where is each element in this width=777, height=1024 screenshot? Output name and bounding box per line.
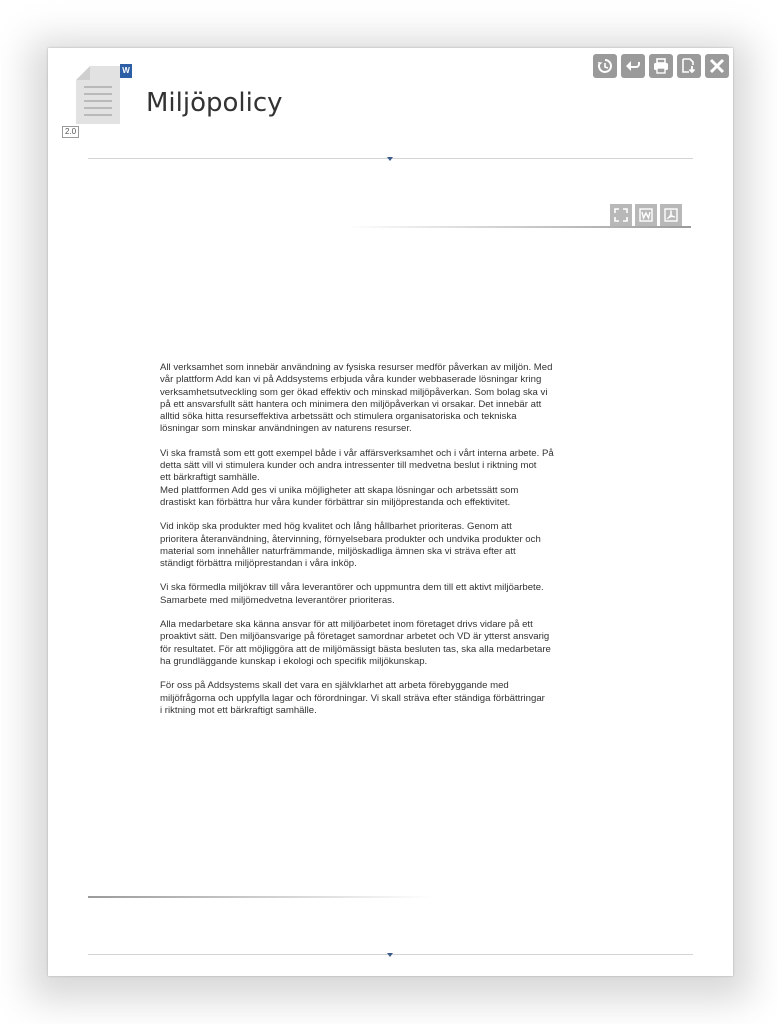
- back-icon: [624, 57, 642, 75]
- section-rule-bottom: [88, 896, 433, 898]
- pdf-export-button[interactable]: [660, 204, 682, 226]
- fullscreen-icon: [613, 207, 629, 223]
- paragraph: Vi ska framstå som ett gott exempel både i vår affärsverksamhet och i vårt interna arbete. På detta sätt vill vi stimulera kunder och andra intressenter till medvetna beslut i riktning mot ett bärkraftigt samhälle. Med plattformen Add ges vi unika möjligheter att skapa lösningar och arbetssätt som drastiskt kan förbättra hur våra kunder förbättrar sin miljöprestanda och effektivitet.: [160, 447, 554, 508]
- document-toolbar: [593, 54, 729, 78]
- close-icon: [708, 57, 726, 75]
- page-title: Miljöpolicy: [146, 88, 283, 118]
- document-icon: [76, 66, 120, 124]
- download-icon: [680, 57, 698, 75]
- paragraph: All verksamhet som innebär användning av fysiska resurser medför påverkan av miljön. Med vår plattform Add kan vi på Addsystems erbjuda våra kunder webbaserade lösningar kring verksamhetsutveckling som ger ökad effektiv och minskad miljöpåverkan. Som bolag ska vi på ett ansvarsfullt sätt hantera och minimera den miljöpåverkan vi orsakar. Det innebär att alltid söka hitta resurseffektiva arbetssätt och stimulera organisatoriska och tekniska lösningar som minskar användningen av naturens resurser.: [160, 362, 553, 435]
- footer-divider: [88, 954, 693, 955]
- print-icon: [652, 57, 670, 75]
- paragraph: Vid inköp ska produkter med hög kvalitet och lång hållbarhet prioriteras. Genom att prioritera återanvändning, återvinning, förnyelsebara produkter och undvika produkter och material som innehåller naturfrämmande, miljöskadliga ämnen ska vi sträva efter att ständigt förbättra miljöprestandan i våra inköp.: [160, 521, 541, 570]
- version-badge: 2.0: [62, 126, 79, 138]
- content-toolbar: [610, 204, 682, 226]
- download-button[interactable]: [677, 54, 701, 78]
- chevron-down-icon: [387, 953, 393, 957]
- fullscreen-button[interactable]: [610, 204, 632, 226]
- print-button[interactable]: [649, 54, 673, 78]
- header-divider: [88, 158, 693, 159]
- document-window: [48, 48, 733, 976]
- history-button[interactable]: [593, 54, 617, 78]
- close-button[interactable]: [705, 54, 729, 78]
- paragraph: För oss på Addsystems skall det vara en självklarhet att arbeta förebyggande med miljöfrågorna och uppfylla lagar och förordningar. Vi skall sträva efter ständiga förbättringar i riktning mot ett bärkraftigt samhälle.: [160, 680, 545, 716]
- word-export-icon: [638, 207, 654, 223]
- document-body: [160, 362, 630, 729]
- word-badge-icon: W: [120, 64, 132, 78]
- word-export-button[interactable]: [635, 204, 657, 226]
- pdf-export-icon: [663, 207, 679, 223]
- chevron-down-icon: [387, 157, 393, 161]
- back-button[interactable]: [621, 54, 645, 78]
- paragraph: Vi ska förmedla miljökrav till våra leverantörer och uppmuntra dem till ett aktivt miljöarbete. Samarbete med miljömedvetna leverantörer prioriteras.: [160, 582, 544, 606]
- history-icon: [596, 57, 614, 75]
- paragraph: Alla medarbetare ska känna ansvar för att miljöarbetet inom företaget drivs vidare på ett proaktivt sätt. Den miljöansvarige på företaget samordnar arbetet och VD är ytterst ansvarig för resultatet. För att möjliggöra att de miljömässigt bästa besluten tas, ska alla medarbetare ha grundläggande kunskap i ekologi och specifik miljökunskap.: [160, 619, 551, 667]
- section-rule-top: [346, 226, 691, 228]
